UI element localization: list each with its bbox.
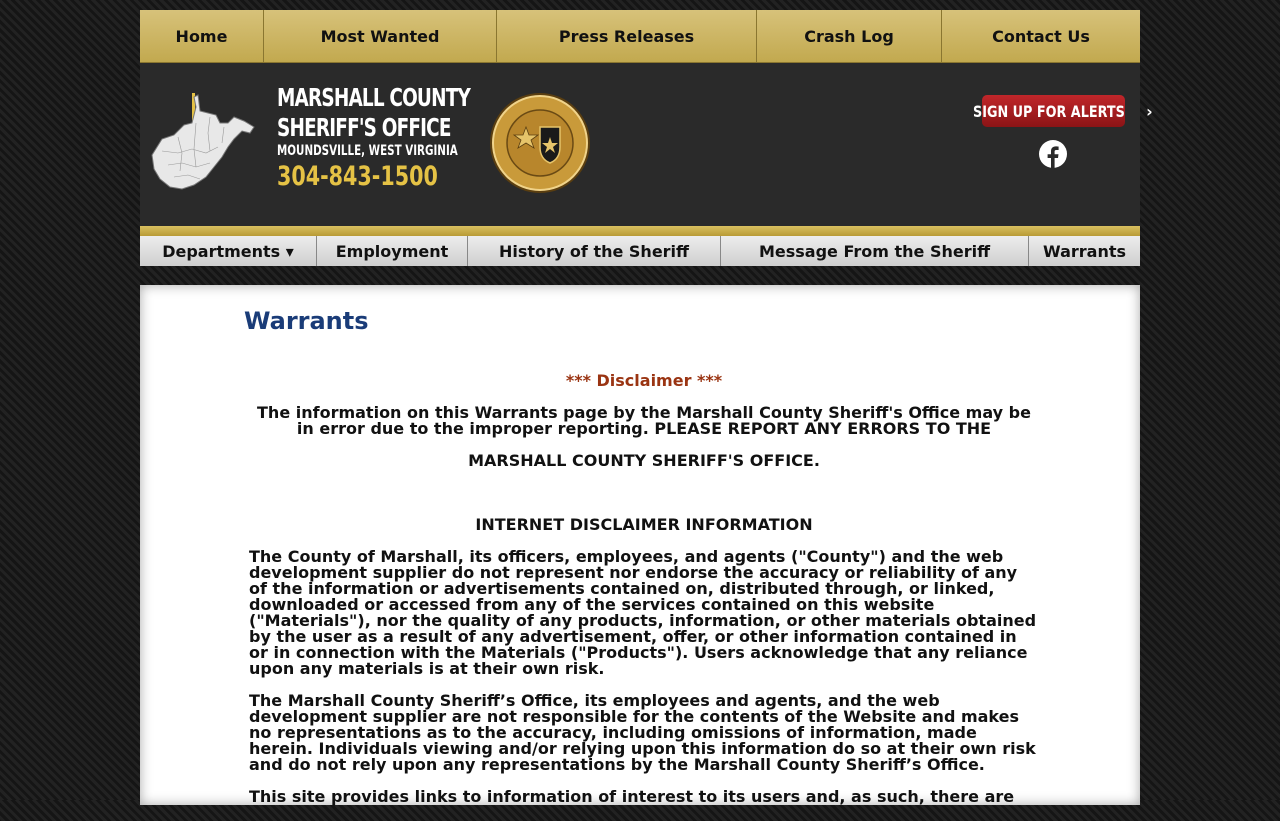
nav-crash-log[interactable]: Crash Log: [757, 10, 942, 63]
disclaimer-heading: *** Disclaimer ***: [565, 371, 723, 390]
nav-home[interactable]: Home: [140, 10, 264, 63]
internet-disclaimer-heading: INTERNET DISCLAIMER INFORMATION: [475, 515, 813, 534]
nav-message-from-the-sheriff[interactable]: Message From the Sheriff: [721, 236, 1029, 266]
facebook-icon[interactable]: [1038, 139, 1068, 169]
site-phone: 304-843-1500: [277, 161, 438, 192]
nav-contact-us[interactable]: Contact Us: [992, 27, 1090, 46]
chevron-right-icon: ›: [1146, 101, 1153, 121]
nav-departments[interactable]: Departments ▾: [140, 236, 317, 266]
nav-employment[interactable]: Employment: [317, 236, 468, 266]
disclaimer-office: MARSHALL COUNTY SHERIFF'S OFFICE.: [468, 451, 820, 470]
west-virginia-map-icon: [148, 93, 258, 193]
sign-up-alerts-button[interactable]: [973, 95, 1153, 127]
site-title-block: [277, 83, 512, 195]
site-location: MOUNDSVILLE, WEST VIRGINIA: [277, 143, 458, 159]
disclaimer-paragraph-3: This site provides links to information of interest to its users and, as such, there are: [249, 787, 1015, 806]
nav-warrants[interactable]: Warrants: [1042, 241, 1126, 261]
secondary-navigation: [140, 236, 1140, 266]
site-title-line1: MARSHALL COUNTY: [277, 83, 471, 112]
sign-up-alerts-label: SIGN UP FOR ALERTS: [973, 101, 1126, 121]
sheriff-badge-logo: [488, 91, 592, 195]
disclaimer-body: [249, 373, 1039, 821]
disclaimer-paragraph-1: The County of Marshall, its officers, employees, and agents ("County") and the web development supplier do not represent nor endorse the accuracy or reliability of any of the information or advertisements contained on, distributed through, or linked, downloaded or accessed from any of the services contained on this website ("Materials"), nor the quality of any products, information, or other materials obtained by the user as a result of any advertisement, offer, or other information contained in or in connection with the Materials ("Products"). Users acknowledge that any reliance upon any materials is at their own risk.: [249, 547, 1037, 678]
nav-most-wanted[interactable]: Most Wanted: [264, 10, 497, 63]
top-navigation: [140, 10, 1140, 63]
main-content: [140, 285, 1140, 805]
page-title: Warrants: [244, 307, 369, 335]
header-gold-divider: [140, 226, 1140, 236]
nav-press-releases[interactable]: Press Releases: [497, 10, 757, 63]
disclaimer-text: The information on this Warrants page by the Marshall County Sheriff's Office may be in error due to the improper reporting. PLEASE REPORT ANY ERRORS TO THE: [257, 403, 1031, 438]
site-header: [140, 63, 1153, 226]
nav-history-of-the-sheriff[interactable]: History of the Sheriff: [468, 236, 721, 266]
site-title-line2: SHERIFF'S OFFICE: [277, 113, 451, 142]
disclaimer-paragraph-2: The Marshall County Sheriff’s Office, its employees and agents, and the web development supplier are not responsible for the contents of the Website and makes no representations as to the accuracy, including omissions of information, made herein. Individuals viewing and/or relying upon this information do so at their own risk and do not rely upon any representations by the Marshall County Sheriff’s Office.: [249, 691, 1036, 774]
